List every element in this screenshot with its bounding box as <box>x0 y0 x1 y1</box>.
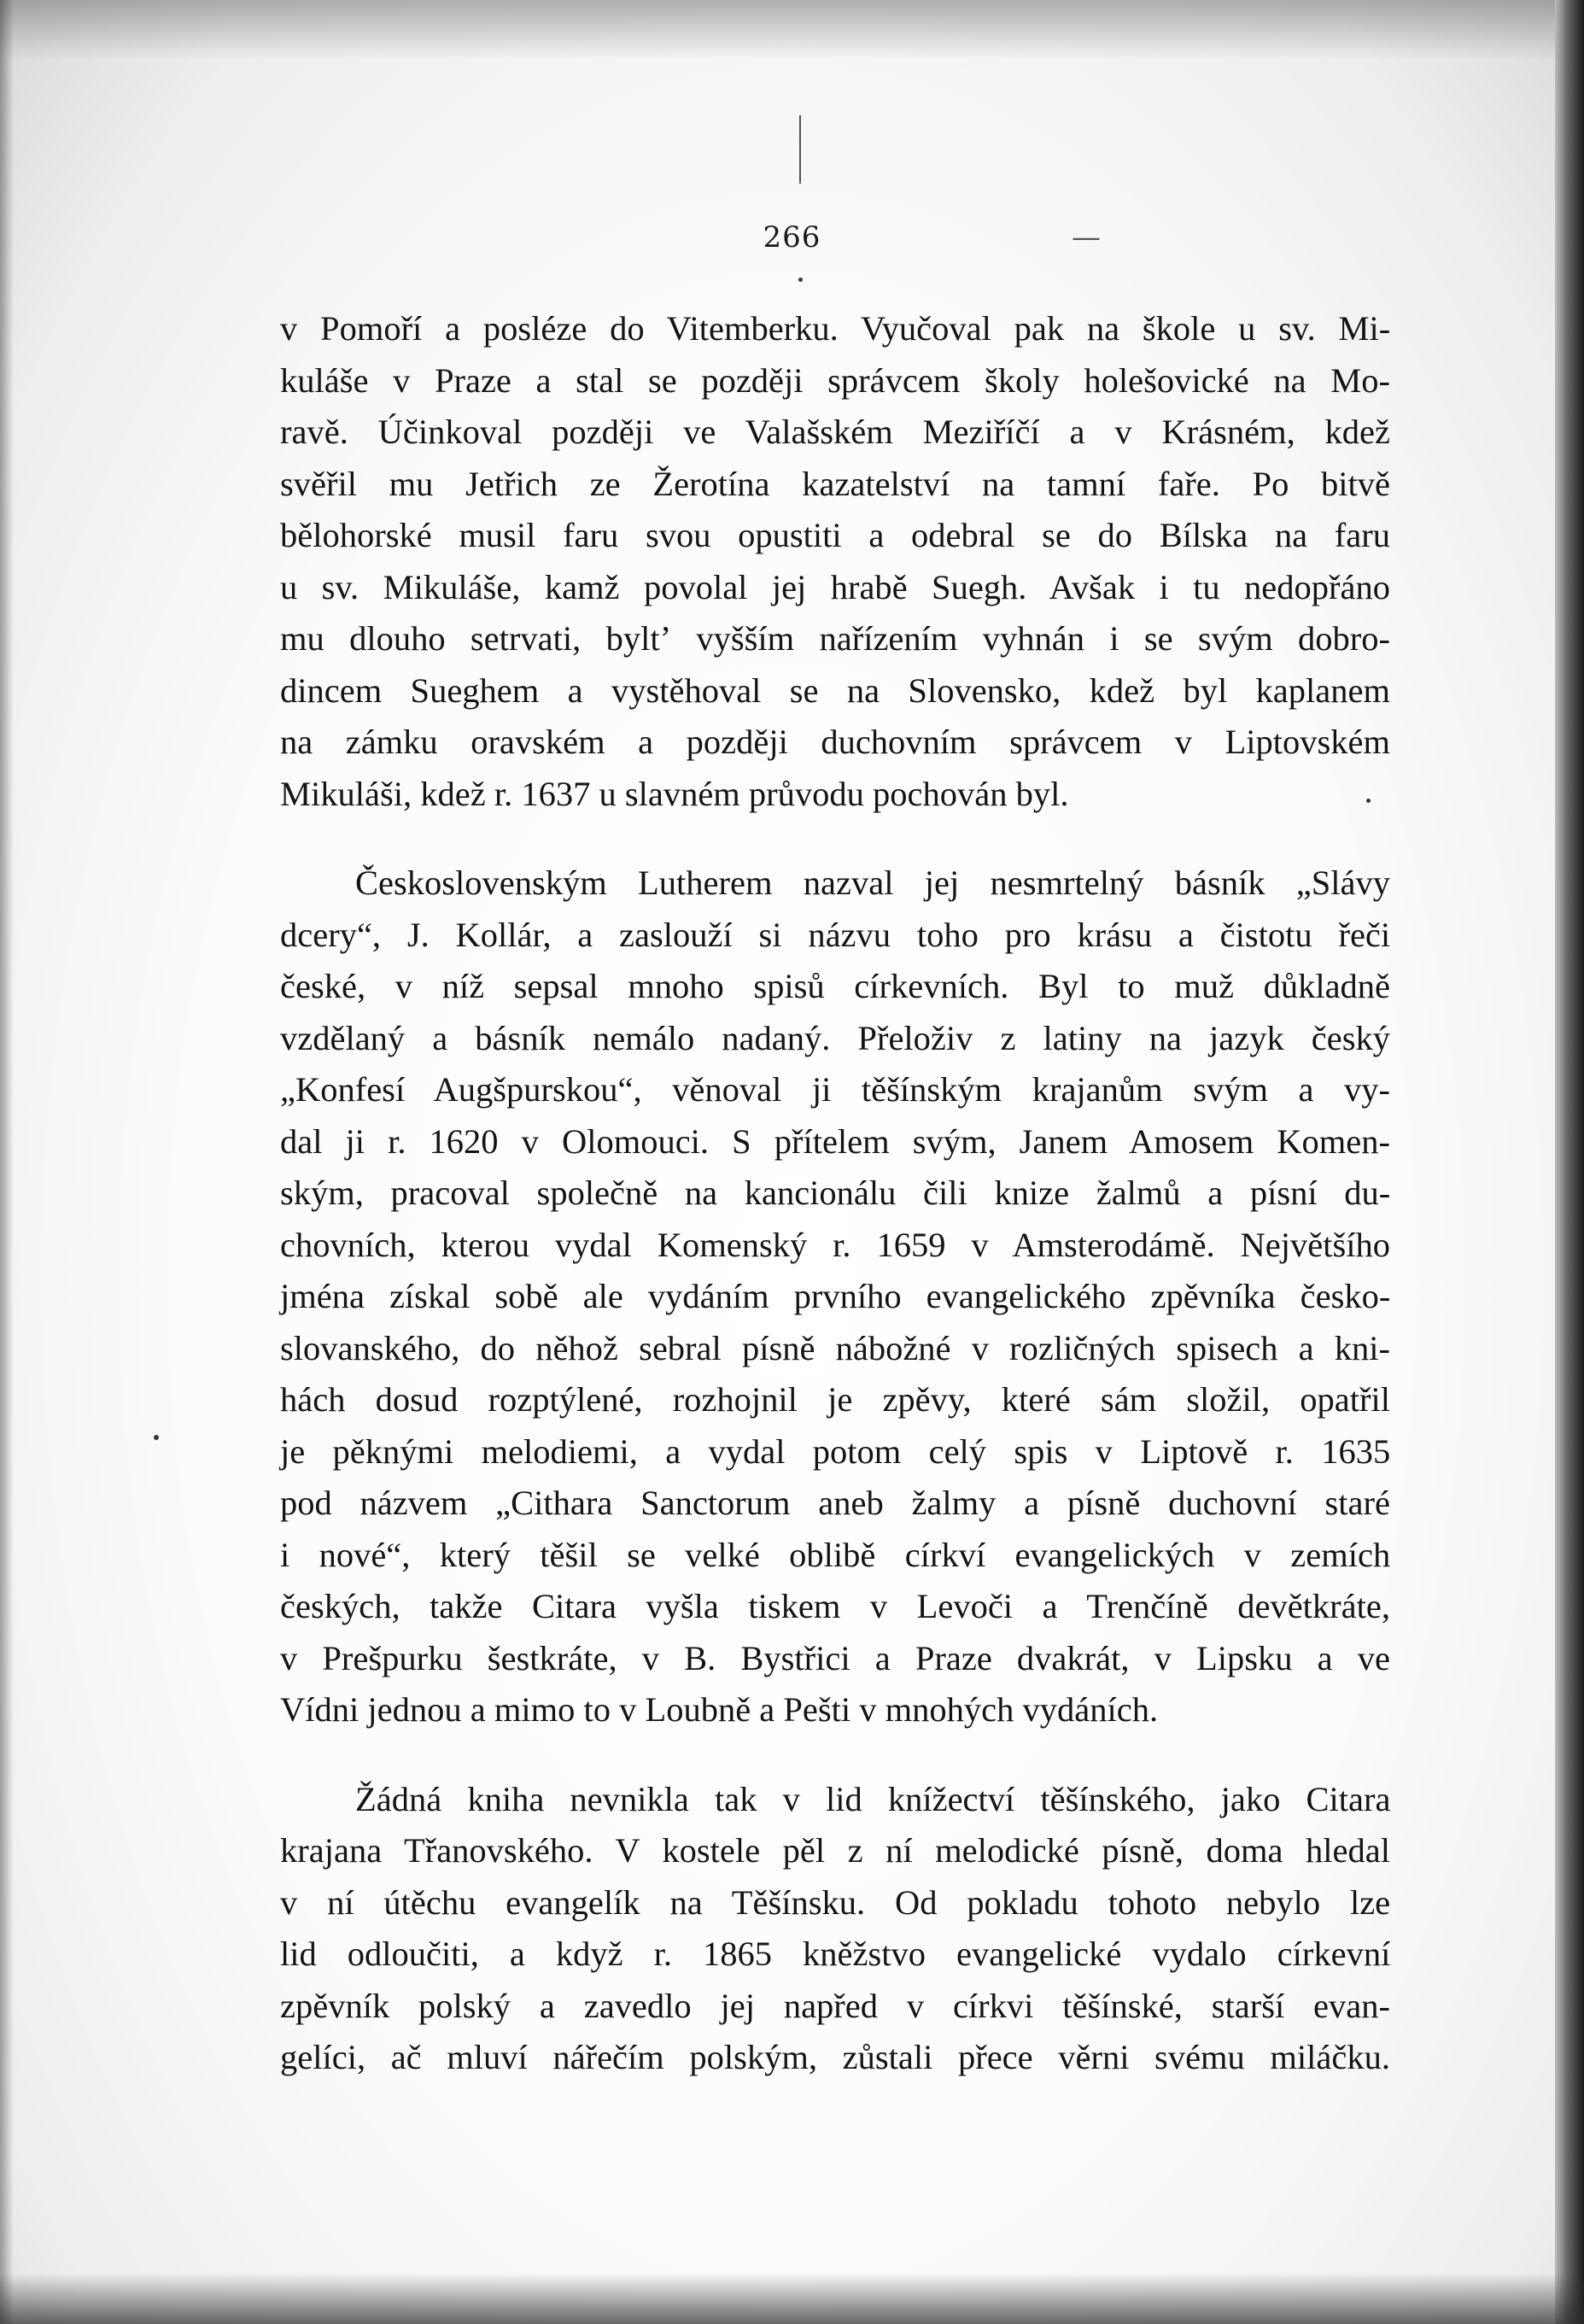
text-line: krajana Třanovského. V kostele pěl z ní melodické písně, doma hledal <box>280 1831 1390 1870</box>
paragraph-gap <box>280 820 1390 858</box>
text-line: Žádná kniha nevnikla tak v lid knížectví těšínského, jako Citara <box>355 1779 1391 1818</box>
dust-speck <box>798 278 803 282</box>
text-line: v Prešpurku šestkráte, v B. Bystřici a Praze dvakrát, v Lipsku a ve <box>280 1638 1390 1677</box>
paragraph-gap <box>280 1736 1390 1774</box>
text-line: bělohorské musil faru svou opustiti a odebral se do Bílska na faru <box>280 516 1390 554</box>
text-line: gelíci, ač mluví nářečím polským, zůstali přece věrni svému miláčku. <box>280 2038 1390 2076</box>
text-line: Vídni jednou a mimo to v Loubně a Pešti v mnohých vydáních. <box>280 1690 1159 1729</box>
text-line: Československým Lutherem nazval jej nesmrtelný básník „Slávy <box>355 863 1391 902</box>
scan-shadow-bottom <box>0 2273 1584 2324</box>
text-line: dcery“, J. Kollár, a zaslouží si názvu toho pro krásu a čistotu řeči <box>280 915 1391 954</box>
text-line: slovanského, do něhož sebral písně nábožné v rozličných spisech a kni- <box>280 1328 1390 1367</box>
scan-shadow-right <box>1555 0 1584 2324</box>
text-line: „Konfesí Augšpurskou“, věnoval ji těšínským krajanům svým a vy- <box>280 1070 1390 1109</box>
text-line: hách dosud rozptýlené, rozhojnil je zpěvy, které sám složil, opatřil <box>280 1380 1390 1419</box>
text-line: v Pomoří a posléze do Vitemberku. Vyučoval pak na škole u sv. Mi- <box>280 309 1391 348</box>
text-line: v ní útěchu evangelík na Těšínsku. Od pokladu tohoto nebylo lze <box>280 1882 1391 1922</box>
text-line: kuláše v Praze a stal se později správcem školy holešovické na Mo- <box>280 360 1390 400</box>
text-line: chovních, kterou vydal Komenský r. 1659 v Amsterodámě. Největšího <box>280 1225 1390 1264</box>
text-line: je pěknými melodiemi, a vydal potom celý spis v Liptově r. 1635 <box>280 1431 1391 1471</box>
text-line: vzdělaný a básník nemálo nadaný. Přeloživ z latiny na jazyk český <box>280 1018 1390 1057</box>
text-line: u sv. Mikuláše, kamž povolal jej hrabě Suegh. Avšak i tu nedopřáno <box>280 567 1390 606</box>
dust-speck <box>154 1435 159 1440</box>
page-number: 266 <box>763 220 821 255</box>
text-line: ravě. Účinkoval později ve Valašském Meziříčí a v Krásném, kdež <box>280 413 1390 451</box>
text-line: lid odloučiti, a když r. 1865 kněžstvo evangelické vydalo církevní <box>280 1935 1391 1973</box>
fold-mark <box>799 115 801 184</box>
paragraph-1 <box>280 303 1390 820</box>
text-line: jména získal sobě ale vydáním prvního evangelického zpěvníka česko- <box>280 1277 1391 1315</box>
page-number-dash: — <box>1072 220 1101 255</box>
text-line: zpěvník polský a zavedlo jej napřed v církvi těšínské, starší evan- <box>280 1986 1390 2025</box>
text-line: Mikuláši, kdež r. 1637 u slavném průvodu pochován byl. <box>280 774 1069 813</box>
text-line: dal ji r. 1620 v Olomouci. S přítelem svým, Janem Amosem Komen- <box>280 1121 1390 1161</box>
text-line: i nové“, který těšil se velké oblibě církví evangelických v zemích <box>280 1535 1391 1574</box>
body-text <box>280 303 1390 2084</box>
text-line: českých, takže Citara vyšla tiskem v Levoči a Trenčíně devětkráte, <box>280 1587 1390 1625</box>
text-line: na zámku oravském a později duchovním správcem v Liptovském <box>280 723 1390 761</box>
scan-shadow-top <box>0 0 1584 60</box>
text-line: pod názvem „Cithara Sanctorum aneb žalmy a písně duchovní staré <box>280 1484 1390 1522</box>
text-line: dincem Sueghem a vystěhoval se na Slovensko, kdež byl kaplanem <box>280 670 1390 710</box>
paragraph-2 <box>280 858 1390 1736</box>
text-line: mu dlouho setrvati, byltʼ vyšším nařízením vyhnán i se svým dobro- <box>280 619 1390 658</box>
text-line: ským, pracoval společně na kancionálu čili knize žalmů a písní du- <box>280 1174 1391 1212</box>
text-line: české, v níž sepsal mnoho spisů církevních. Byl to muž důkladně <box>280 967 1391 1005</box>
scan-shadow-left <box>0 0 14 2324</box>
paragraph-3 <box>280 1774 1390 2084</box>
text-line: svěřil mu Jetřich ze Žerotína kazatelství na tamní faře. Po bitvě <box>280 464 1390 503</box>
